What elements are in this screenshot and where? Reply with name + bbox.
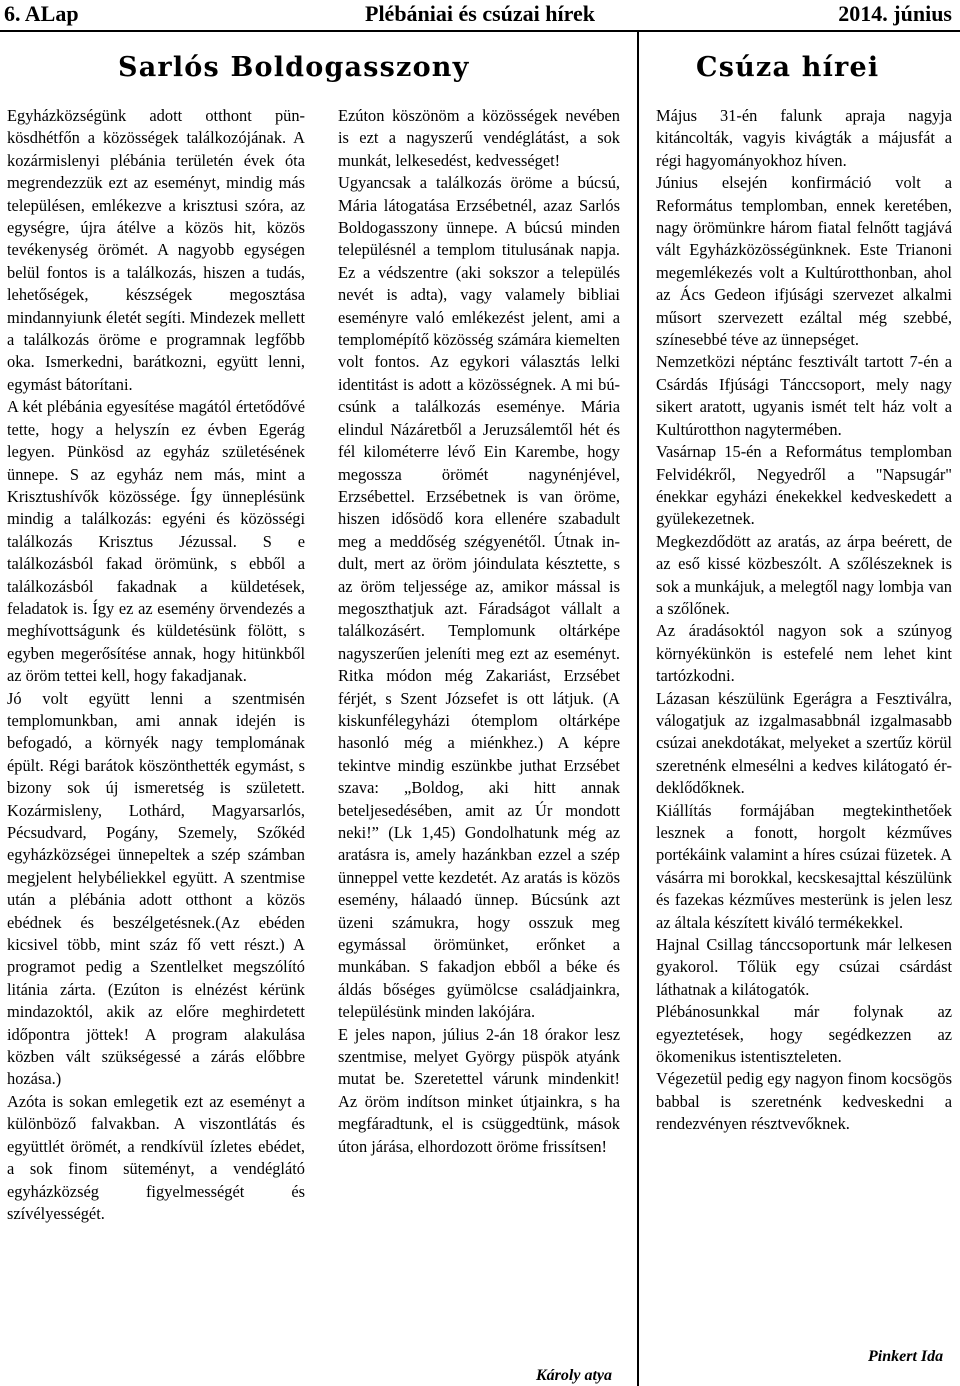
header-rule: [0, 30, 960, 32]
paragraph: Jó volt együtt lenni a szentmisén templomunkban, ami annak idején is befogadó, a környék nagy templomának épült. Régi barátok köszönthették egymást, s bizony sok új ismeretség is született. Kozármisleny, Lothárd, Magyarsarlós, Pécsudvard, Pogány, Szemely, Szőkéd egyházközségei ünnepeltek a szép számban megjelent helybéliekkel együtt. A szentmise után a plébánia adott otthont a közös ebédnek és beszélgetésnek.(Az ebéden kicsivel több, mint száz fő vett részt.) A programot pedig a Szentlelket megszólító litánia zárta. (Ezúton is elnézést kérünk mindazoktól, akik az előre meghirdetett időpontra jöttek! A program alakulása közben vált szükségessé a zárás előbbre hozása.): [7, 688, 305, 1089]
paragraph: Azóta is sokan emlegetik ezt az eseményt a különböző falvakban. A viszontlátás és együttlét örömét, a rendkívül ízletes ebédet, a sok finom süteményt, a vendéglátó egyházközség figyelmességét és szívélyességét.: [7, 1091, 305, 1223]
issue-date: 2014. június: [838, 1, 952, 26]
paragraph: Június elsején konfirmáció volt a Református templomban, ennek keretében, nagy örömünkre három fiatal felnőtt tagjává vált Egyházközösségünknek. Este Trianoni megemlékezés volt a Kultúrotthonban, ahol az Ács Gedeon ifjúsági szervezet alkalmi műsort szervezett ezáltal még szebbé, színesebbé téve az ünnepséget.: [656, 173, 952, 350]
article-column-1: [7, 105, 305, 1225]
paragraph: Vasárnap 15-én a Református templomban Felvidékről, Negyedről a "Napsugár" énekkar egyházi énekekkel kedveskedett a gyülekezetnek.: [656, 442, 952, 529]
article-column-3: [656, 105, 952, 1136]
paragraph: Az áradásoktól nagyon sok a szúnyog környékünkön is estefelé nem lehet kint tartózkodni.: [656, 621, 952, 686]
paragraph: A két plébánia egyesítése magától értetődővé tette, hogy a helyszín ez évben Egerág legyen. Pünkösd az egyház születésének ünnepe. S az egyház nem más, mint a Krisztushívők közössége. Így ünneplésünk mindig a találkozás: egyéni és közösségi találkozás Krisztus Jézussal. S e találkozásból fakad örömünk, s ebből a találkozásból fakadnak a küldetések, feladatok is. Így ez az esemény örvendezés a meghívottságunk és küldetésünk fölött, s egyben megerősítése annak, hogy hitünkből az öröm tettei kell, hogy fakadjanak.: [7, 397, 305, 686]
page-number: 6. ALap: [4, 1, 79, 26]
article-column-2: [338, 105, 620, 1158]
paragraph: Ezúton köszönöm a közösségek nevében is ezt a nagyszerű vendéglátást, a sok munkát, lelkesedést, kedvességet!: [338, 106, 620, 170]
newsletter-title: Plébániai és csúzai hírek: [365, 1, 595, 26]
paragraph: Május 31-én falunk apraja nagyja kitáncolták, vagyis kivágták a májusfát a régi hagyományokhoz híven.: [656, 106, 952, 170]
page-header: [0, 0, 960, 30]
section-title-left: Sarlós Boldogasszony: [118, 52, 470, 83]
column-divider: [637, 32, 639, 1386]
paragraph: Nemzetközi néptánc fesztivált tartott 7-én a Csárdás Ifjúsági Tánccsoport, mely nagy sikert aratott, ugyanis ismét telt ház volt a Kultúrotthon nagytermében.: [656, 352, 952, 439]
signature-karoly-atya: Károly atya: [536, 1367, 612, 1384]
paragraph: Lázasan készülünk Egerágra a Fesztiválra, válogatjuk az izgalmasabbnál izgalmasabb csúzai anekdotákat, melyeket a szertűz körül szeretnénk elmesélni a kedves kilátogató érdeklődőknek.: [656, 688, 952, 798]
paragraph: Ugyancsak a találkozás öröme a búcsú, Mária látogatása Erzsébetnél, azaz Sarlós Boldogasszony ünnepe. A búcsú minden településnél a templom titulusának napja. Ez a védszentre (aki sokszor a település nevét is adta), vagy valamely bibliai eseményre való emlékezést jelent, ami a templomépítő közösség számára kiemelten volt fontos. Az egykori választás lelki identitást is adott a közösségnek. A mi búcsúnk a találkozás eseménye. Mária elindul Názáretből a Jeruzsálemtől hét és fél kilométerre lévő Ein Karembe, hogy megossza örömét nagynénjével, Erzsébettel. Erzsébetnek is van öröme, hiszen idősödő kora ellenére szabadult meg a meddőség szégyenétől. Útnak indult, mert az öröm jóindulata késztette, s az öröm teljessége az, amikor mással is megoszthatjuk azt. Fáradságot vállalt a találkozásért. Templomunk oltárképe nagyszerűen jeleníti meg ezt az eseményt. Ritka módon még Zakariást, Erzsébet férjét, s Szent Józsefet is ott látjuk. (A kiskunfélegyházi ótemplom oltárképe hasonló még a miénkhez.) A képre tekintve mindig eszünkbe juthat Erzsébet szava: „Boldog, aki hitt annak beteljesedésében, amit az Úr mondott neki!” (Lk 1,45) Gondolhatunk még az aratásra is, amely hazánkban ezzel a szép ünneppel vette kezdetét. Az aratás is közös esemény, hálaadó ünnep. Búcsúnk azt üzeni számukra, hogy osszuk meg egymással örömünket, erőnket a munkában. S fakadjon ebből a béke és áldás bőséges gyümölcse családjainkra, településünk minden lakójára.: [338, 173, 620, 1022]
paragraph: Megkezdődött az aratás, az árpa beérett, de az eső kissé közbeszólt. A szőlészeknek is sok a munkájuk, a melegtől nagy lombja van a szőlőnek.: [656, 531, 952, 618]
paragraph: Kiállítás formájában megtekinthetőek lesznek a fonott, horgolt kézműves portékáink valamint a híres csúzai füzetek. A vásárra mi borokkal, kecskesajttal készülünk és fazekas kézműves mesterünk is jelen lesz az általa készített kiváló termékekkel.: [656, 800, 952, 932]
paragraph: Végezetül pedig egy nagyon finom kocsögös babbal is szeretnénk kedveskedni a rendezvényen résztvevőknek.: [656, 1069, 952, 1134]
section-title-right: Csúza hírei: [696, 52, 880, 83]
paragraph: Egyházközségünk adott otthont pünkösdhétfőn a közösségek találkozójának. A kozármislenyi plébánia területén évek óta megrendezzük ezt az eseményt, mindig más településen, emlékezve a krisztusi szóra, az egységre, újra átélve a közös hit, közös tevékenység örömét. A nagyobb egységen belül fontos is a találkozás, hiszen a tudás, lehetőségek, készségek megosztása mindannyiunk életét segíti. Mindezek mellett a találkozás öröme e programnak legfőbb oka. Ismerkedni, barátkozni, együtt lenni, egymást bátorítani.: [7, 106, 305, 394]
paragraph: Hajnal Csillag tánccsoportunk már lelkesen gyakorol. Tőlük egy csúzai csárdást láthatnak a kilátogatók.: [656, 935, 952, 999]
paragraph: E jeles napon, július 2-án 18 órakor lesz szentmise, melyet György püspök atyánk mutat be. Szeretettel várunk mindenkit! Az öröm indítson minket útjainkra, s ha megfáradtunk, el is csüggedtünk, mások úton járása, elhordozott öröme frissítsen!: [338, 1024, 620, 1156]
paragraph: Plébánosunkkal már folynak az egyeztetések, hogy segédkezzen az ökomenikus istentiszteleten.: [656, 1002, 952, 1067]
signature-pinkert-ida: Pinkert Ida: [868, 1348, 944, 1365]
